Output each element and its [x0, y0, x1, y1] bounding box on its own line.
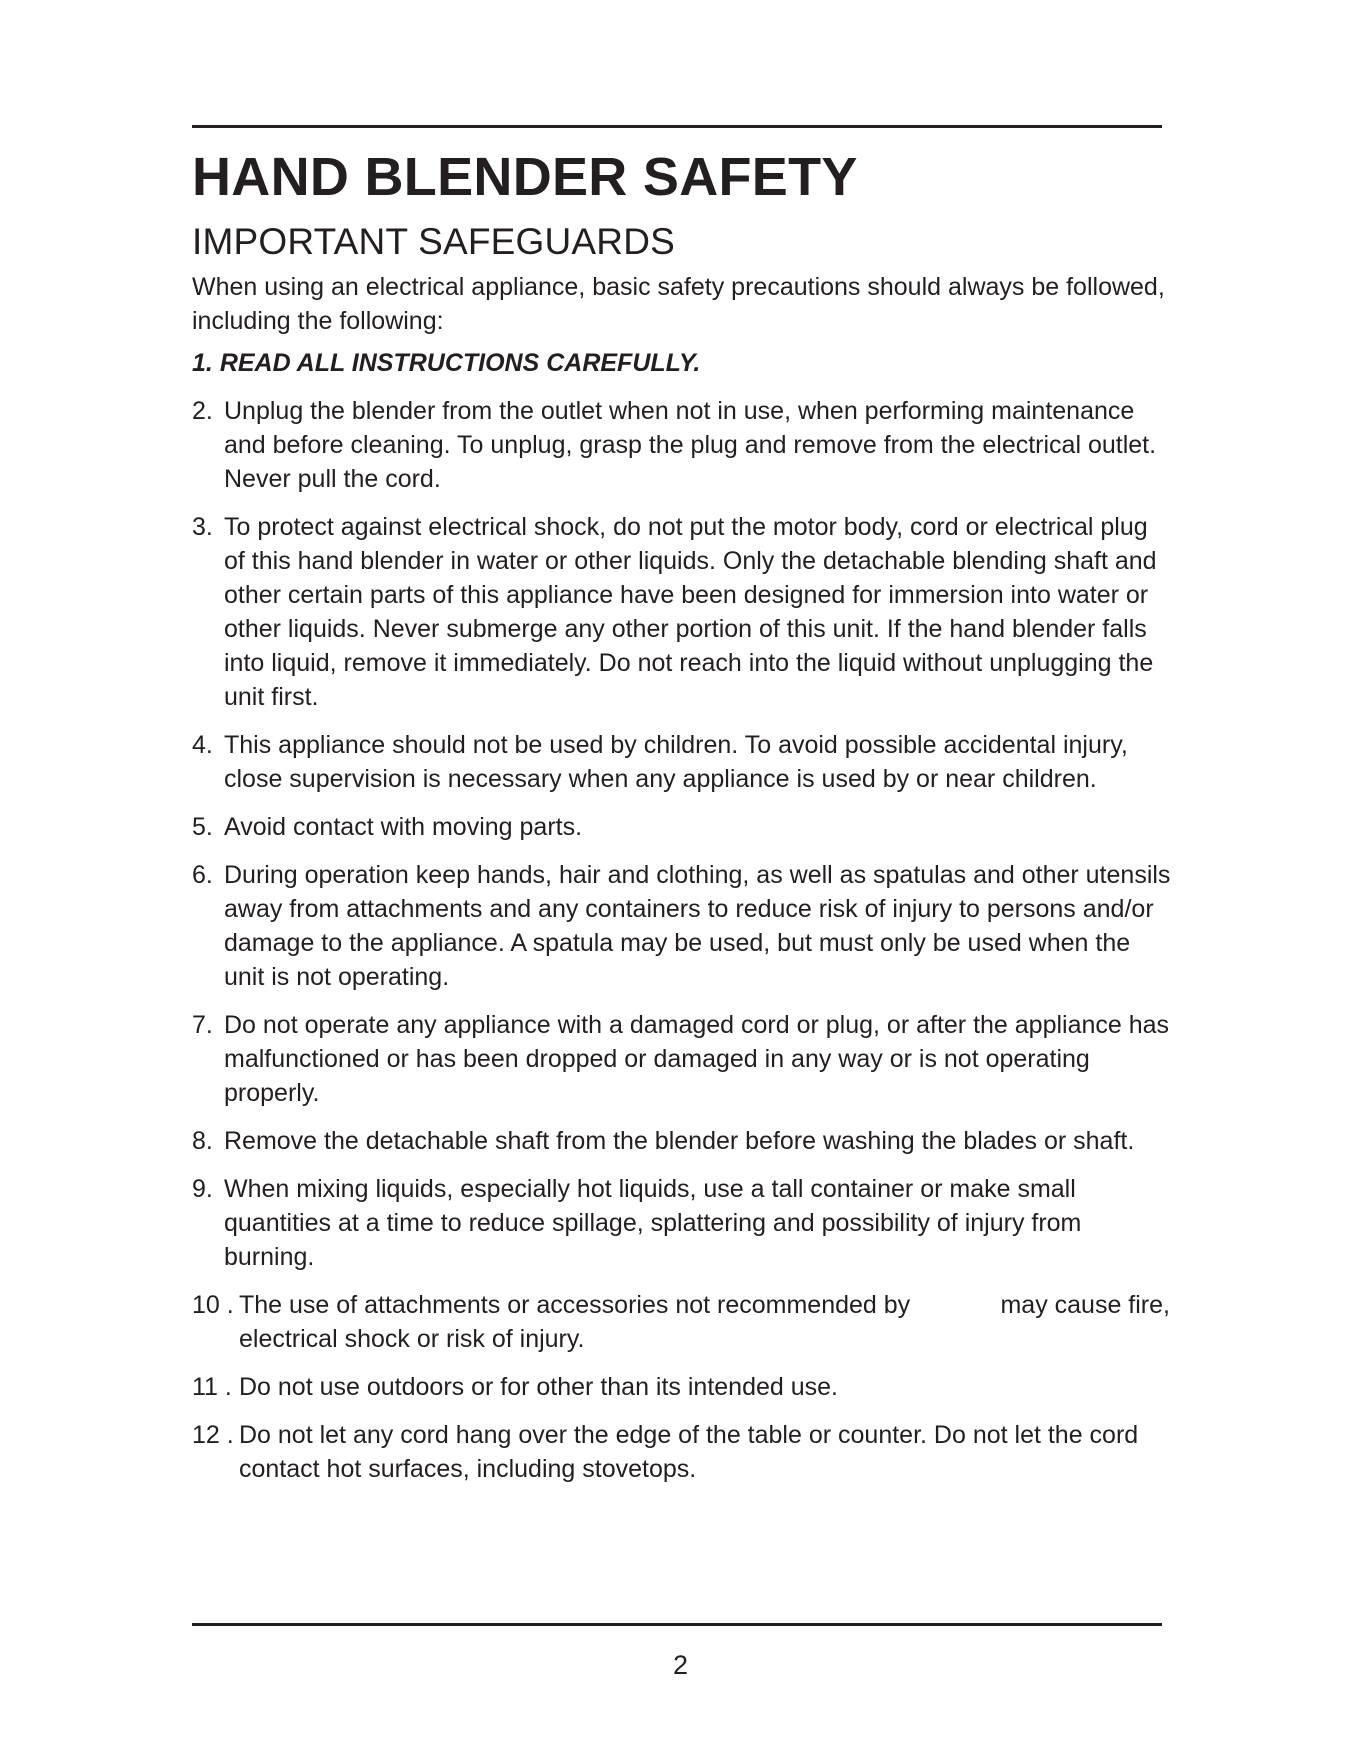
item-text: READ ALL INSTRUCTIONS CAREFULLY. — [219, 349, 701, 377]
list-item — [192, 728, 1172, 796]
section-subtitle: IMPORTANT SAFEGUARDS — [192, 221, 676, 262]
item-number: 12 . — [192, 1421, 234, 1449]
item-number: 3. — [192, 513, 213, 541]
item-text: Do not use outdoors or for other than its intended use. — [239, 1373, 838, 1401]
bottom-rule — [192, 1623, 1162, 1626]
list-item — [192, 858, 1172, 994]
safeguards-list — [192, 346, 1177, 1486]
list-item — [192, 346, 1172, 380]
item-text: Do not operate any appliance with a damaged cord or plug, or after the appliance has malfunctioned or has been dropped or damaged in any way or is not operating properly. — [224, 1011, 1170, 1107]
item-number: 10 . — [192, 1291, 234, 1319]
item-number: 11 . — [192, 1373, 232, 1401]
list-item — [192, 394, 1172, 496]
item-text: Do not let any cord hang over the edge of the table or counter. Do not let the cord contact hot surfaces, including stovetops. — [239, 1421, 1139, 1483]
page-title: HAND BLENDER SAFETY — [192, 147, 858, 207]
item-number: 7. — [192, 1011, 213, 1039]
top-rule — [192, 125, 1162, 128]
item-number: 4. — [192, 731, 213, 759]
intro-paragraph: When using an electrical appliance, basic safety precautions should always be followed, including the following: — [192, 273, 1165, 335]
item-number: 5. — [192, 813, 213, 841]
item-number: 8. — [192, 1127, 213, 1155]
item-text: To protect against electrical shock, do not put the motor body, cord or electrical plug of this hand blender in water or other liquids. Only the detachable blending shaft and other certain parts of this appliance have been designed for immersion into water or other liquids. Never submerge any other portion of this unit. If the hand blender falls into liquid, remove it immediately. Do not reach into the liquid without unplugging the unit first. — [224, 513, 1157, 711]
item-text: During operation keep hands, hair and clothing, as well as spatulas and other utensils away from attachments and any containers to reduce risk of injury to persons and/or damage to the appliance. A spatula may be used, but must only be used when the unit is not operating. — [224, 861, 1171, 991]
item-text: Unplug the blender from the outlet when not in use, when performing maintenance and before cleaning. To unplug, grasp the plug and remove from the electrical outlet. Never pull the cord. — [224, 397, 1157, 493]
list-item — [192, 1124, 1172, 1158]
list-item — [192, 1418, 1172, 1486]
list-item — [192, 1172, 1172, 1274]
item-number: 9. — [192, 1175, 213, 1203]
list-item — [192, 1370, 1172, 1404]
item-number: 6. — [192, 861, 213, 889]
document-body — [192, 146, 1177, 1486]
item-text: This appliance should not be used by children. To avoid possible accidental injury, close supervision is necessary when any appliance is used by or near children. — [224, 731, 1128, 793]
item-number: 1. — [192, 349, 213, 377]
item-number: 2. — [192, 397, 213, 425]
item-text: The use of attachments or accessories not recommended by may cause fire, electrical shock or risk of injury. — [239, 1291, 1177, 1353]
list-item — [192, 1288, 1177, 1356]
item-text: Avoid contact with moving parts. — [224, 813, 583, 841]
page-number: 2 — [672, 1650, 689, 1680]
list-item — [192, 510, 1172, 714]
list-item — [192, 1008, 1172, 1110]
item-text: When mixing liquids, especially hot liquids, use a tall container or make small quantities at a time to reduce spillage, splattering and possibility of injury from burning. — [224, 1175, 1082, 1271]
item-text: Remove the detachable shaft from the blender before washing the blades or shaft. — [224, 1127, 1135, 1155]
list-item — [192, 810, 1172, 844]
